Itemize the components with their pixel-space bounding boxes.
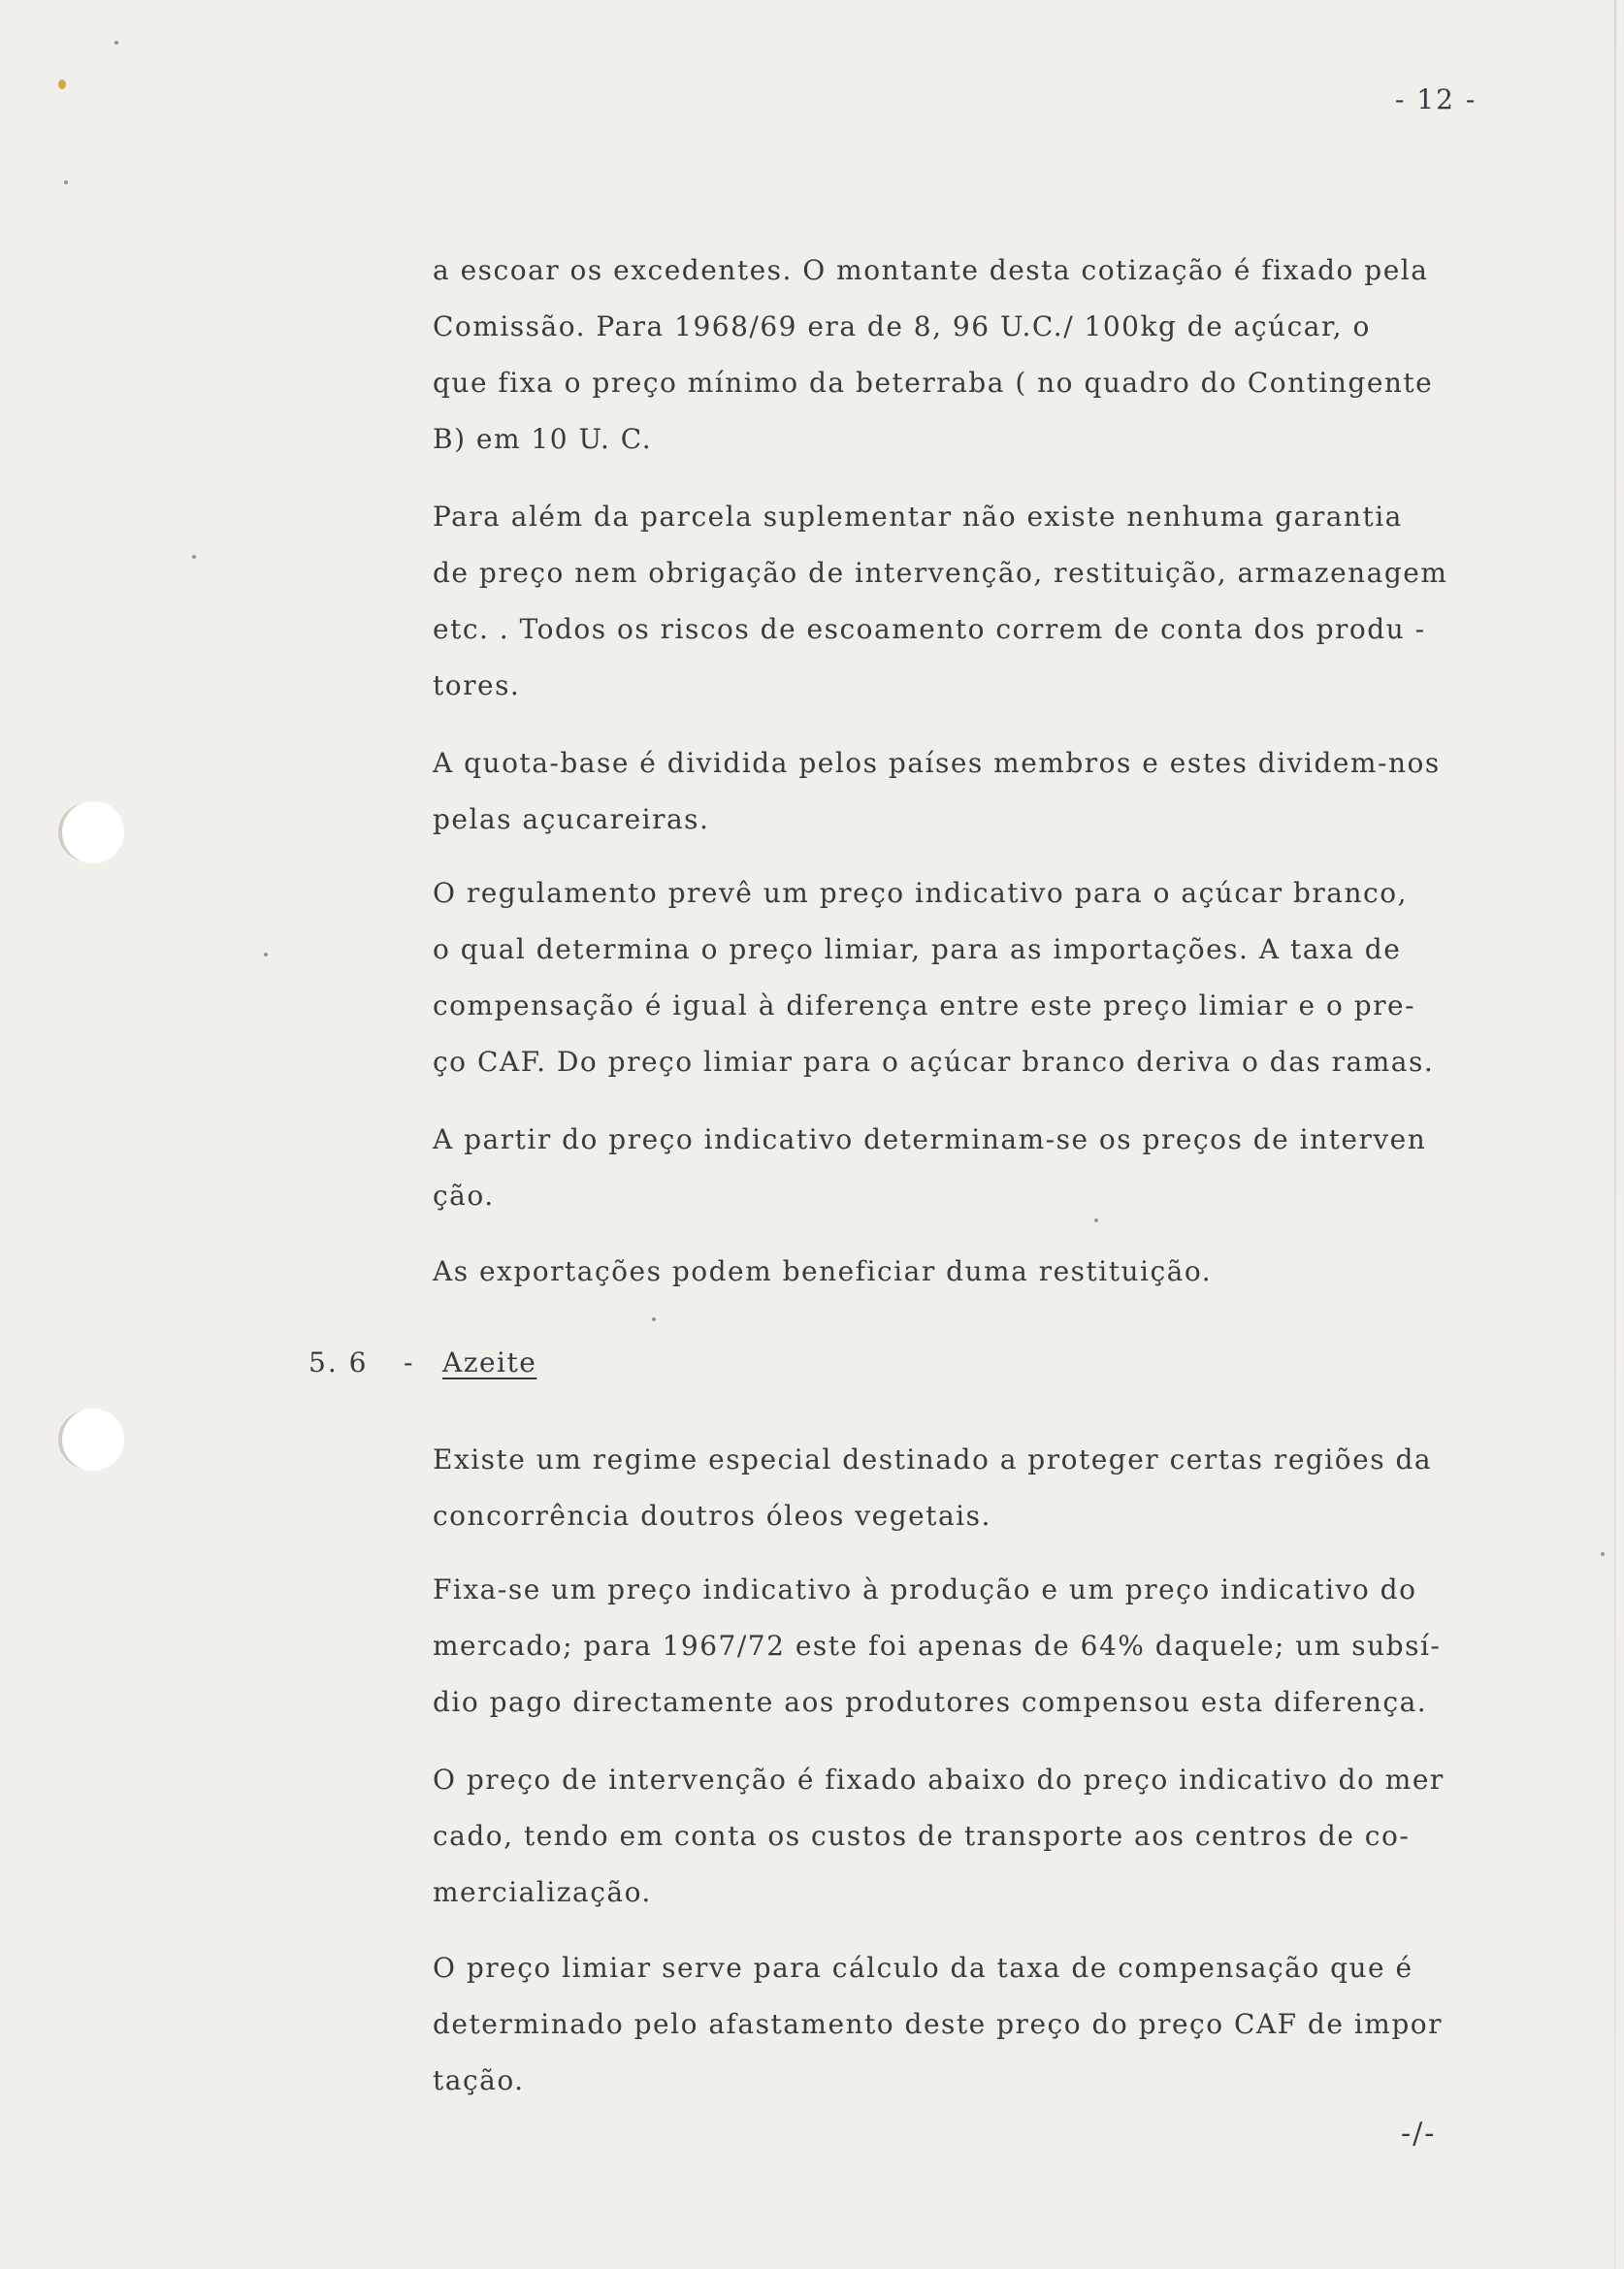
- text-line: ção.: [433, 1180, 495, 1212]
- text-line: tores.: [433, 669, 521, 701]
- text-line: O regulamento prevê um preço indicativo para o açúcar branco,: [433, 877, 1408, 909]
- punch-hole-bottom: [62, 1409, 124, 1471]
- scan-speck: [264, 953, 268, 956]
- scan-speck: [58, 80, 66, 89]
- text-line: dio pago directamente aos produtores compensou esta diferença.: [433, 1686, 1428, 1718]
- text-line: Comissão. Para 1968/69 era de 8, 96 U.C./ 100kg de açúcar, o: [433, 310, 1371, 342]
- paragraph: [433, 1752, 1577, 1921]
- text-line: determinado pelo afastamento deste preço do preço CAF de impor: [433, 2008, 1443, 2040]
- paragraph: [433, 243, 1577, 468]
- scan-speck: [652, 1317, 656, 1321]
- paragraph: [433, 1940, 1577, 2109]
- continuation-mark: -/-: [1401, 2117, 1437, 2151]
- page-edge: [1614, 0, 1616, 2269]
- paragraph: [433, 1112, 1577, 1224]
- page-number: - 12 -: [1395, 83, 1478, 115]
- punch-hole-top: [62, 801, 124, 863]
- text-line: Fixa-se um preço indicativo à produção e um preço indicativo do: [433, 1573, 1417, 1605]
- text-line: concorrência doutros óleos vegetais.: [433, 1500, 991, 1532]
- text-line: O preço limiar serve para cálculo da taxa de compensação que é: [433, 1952, 1413, 1984]
- scan-speck: [64, 180, 68, 184]
- paragraph: [433, 1562, 1577, 1731]
- text-line: de preço nem obrigação de intervenção, restituição, armazenagem: [433, 557, 1448, 589]
- text-line: a escoar os excedentes. O montante desta cotização é fixado pela: [433, 254, 1429, 286]
- text-line: A partir do preço indicativo determinam-se os preços de interven: [433, 1123, 1427, 1155]
- section-dash: -: [404, 1346, 413, 1378]
- scan-speck: [192, 555, 196, 559]
- text-line: o qual determina o preço limiar, para as importações. A taxa de: [433, 933, 1402, 965]
- paragraph: [433, 1244, 1577, 1300]
- text-line: B) em 10 U. C.: [433, 423, 653, 455]
- text-line: pelas açucareiras.: [433, 803, 710, 835]
- text-line: cado, tendo em conta os custos de transporte aos centros de co-: [433, 1820, 1411, 1852]
- section-title: Azeite: [442, 1346, 537, 1378]
- paragraph: [433, 865, 1577, 1090]
- text-line: Existe um regime especial destinado a proteger certas regiões da: [433, 1443, 1433, 1475]
- scan-speck: [114, 41, 118, 45]
- paragraph: [433, 735, 1577, 848]
- scan-speck: [1601, 1552, 1605, 1556]
- text-line: tação.: [433, 2064, 525, 2096]
- paragraph: [433, 489, 1577, 714]
- text-line: As exportações podem beneficiar duma restituição.: [433, 1255, 1213, 1287]
- text-line: compensação é igual à diferença entre este preço limiar e o pre-: [433, 989, 1416, 1021]
- text-line: O preço de intervenção é fixado abaixo do preço indicativo do mer: [433, 1764, 1445, 1796]
- text-line: Para além da parcela suplementar não existe nenhuma garantia: [433, 501, 1403, 533]
- section-number: 5. 6: [309, 1346, 369, 1378]
- text-line: mercialização.: [433, 1876, 652, 1908]
- text-line: etc. . Todos os riscos de escoamento correm de conta dos produ -: [433, 613, 1426, 645]
- text-line: que fixa o preço mínimo da beterraba ( no quadro do Contingente: [433, 367, 1434, 399]
- text-line: ço CAF. Do preço limiar para o açúcar branco deriva o das ramas.: [433, 1046, 1435, 1078]
- text-line: A quota-base é dividida pelos países membros e estes dividem-nos: [433, 747, 1441, 779]
- paragraph: [433, 1432, 1577, 1544]
- text-line: mercado; para 1967/72 este foi apenas de 64% daquele; um subsí-: [433, 1630, 1442, 1662]
